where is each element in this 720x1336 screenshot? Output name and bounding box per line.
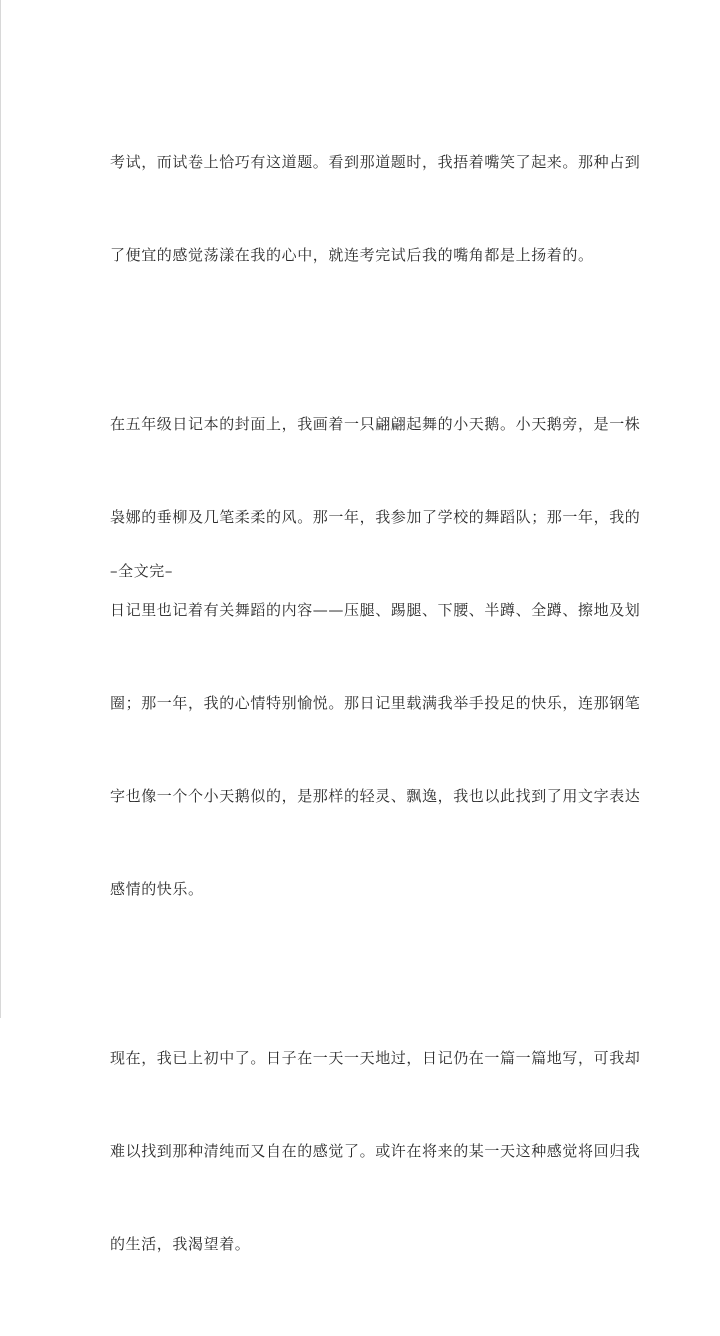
text-line: 日记里也记着有关舞蹈的内容——压腿、踢腿、下腰、半蹲、全蹲、擦地及划: [110, 601, 641, 619]
paragraph-1: [110, 85, 641, 333]
text-line: 字也像一个个小天鹅似的，是那样的轻灵、飘逸，我也以此找到了用文字表达: [110, 787, 641, 805]
document-body: [110, 85, 641, 1336]
paragraph-2: [110, 347, 641, 967]
text-line: 现在，我已上初中了。日子在一天一天地过，日记仍在一篇一篇地写，可我却: [110, 1049, 641, 1067]
text-line: 了便宜的感觉荡漾在我的心中，就连考完试后我的嘴角都是上扬着的。: [110, 246, 594, 264]
text-line: 感情的快乐。: [110, 880, 204, 898]
text-line: 圈；那一年，我的心情特别愉悦。那日记里载满我举手投足的快乐，连那钢笔: [110, 694, 641, 712]
end-mark: –全文完–: [110, 562, 174, 580]
paragraph-3: [110, 981, 641, 1322]
text-line: 难以找到那种清纯而又自在的感觉了。或许在将来的某一天这种感觉将回归我: [110, 1142, 641, 1160]
text-line: 袅娜的垂柳及几笔柔柔的风。那一年，我参加了学校的舞蹈队；那一年，我的: [110, 508, 641, 526]
text-line: 在五年级日记本的封面上，我画着一只翩翩起舞的小天鹅。小天鹅旁，是一株: [110, 415, 641, 433]
text-line: 的生活，我渴望着。: [110, 1235, 251, 1253]
text-line: 考试，而试卷上恰巧有这道题。看到那道题时，我捂着嘴笑了起来。那种占到: [110, 153, 641, 171]
